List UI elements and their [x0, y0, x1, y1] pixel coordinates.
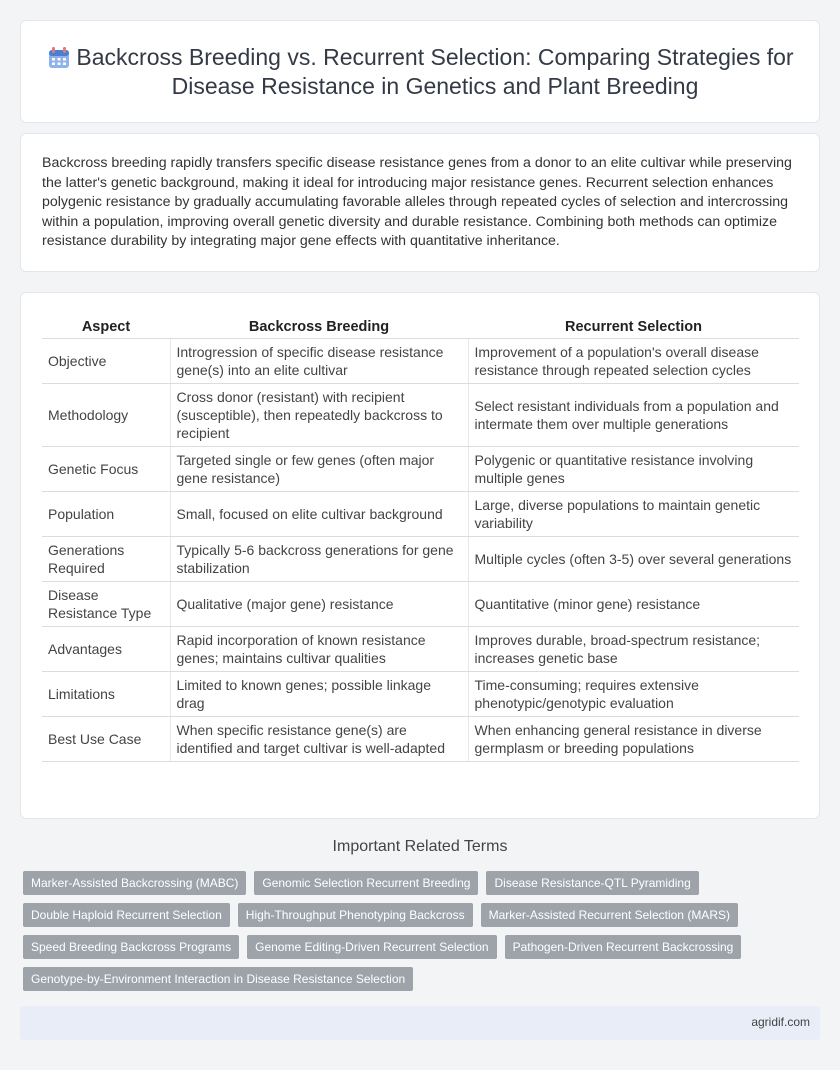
row-aspect: Genetic Focus	[42, 446, 170, 491]
header-recurrent: Recurrent Selection	[468, 316, 799, 338]
table-row	[42, 626, 799, 671]
row-recurrent: When enhancing general resistance in diverse germplasm or breeding populations	[468, 716, 799, 761]
row-recurrent: Quantitative (minor gene) resistance	[468, 581, 799, 626]
table-row	[42, 536, 799, 581]
row-recurrent: Multiple cycles (often 3-5) over several generations	[468, 536, 799, 581]
row-recurrent: Improves durable, broad-spectrum resistance; increases genetic base	[468, 626, 799, 671]
footer-site-link[interactable]: agridif.com	[751, 1015, 810, 1029]
tag-row	[23, 871, 823, 895]
table-row	[42, 581, 799, 626]
intro-card	[20, 133, 820, 272]
row-aspect: Best Use Case	[42, 716, 170, 761]
related-term-tag[interactable]: Marker-Assisted Recurrent Selection (MARS)	[481, 903, 738, 927]
comparison-table	[42, 316, 799, 762]
row-aspect: Advantages	[42, 626, 170, 671]
row-backcross: Introgression of specific disease resistance gene(s) into an elite cultivar	[170, 338, 468, 383]
row-backcross: Limited to known genes; possible linkage drag	[170, 671, 468, 716]
row-recurrent: Time-consuming; requires extensive phenotypic/genotypic evaluation	[468, 671, 799, 716]
comparison-card	[20, 292, 820, 819]
row-backcross: Rapid incorporation of known resistance genes; maintains cultivar qualities	[170, 626, 468, 671]
related-terms-list	[23, 871, 823, 999]
title-card	[20, 20, 820, 123]
row-aspect: Methodology	[42, 383, 170, 446]
related-term-tag[interactable]: Genotype-by-Environment Interaction in Disease Resistance Selection	[23, 967, 413, 991]
row-aspect: Generations Required	[42, 536, 170, 581]
row-backcross: Small, focused on elite cultivar background	[170, 491, 468, 536]
related-term-tag[interactable]: Speed Breeding Backcross Programs	[23, 935, 239, 959]
related-term-tag[interactable]: Double Haploid Recurrent Selection	[23, 903, 230, 927]
footer	[20, 1006, 820, 1040]
row-recurrent: Large, diverse populations to maintain genetic variability	[468, 491, 799, 536]
table-row	[42, 338, 799, 383]
related-term-tag[interactable]: Pathogen-Driven Recurrent Backcrossing	[505, 935, 742, 959]
row-recurrent: Select resistant individuals from a population and intermate them over multiple generations	[468, 383, 799, 446]
tag-row	[23, 903, 823, 927]
row-backcross: Qualitative (major gene) resistance	[170, 581, 468, 626]
header-backcross: Backcross Breeding	[170, 316, 468, 338]
row-recurrent: Polygenic or quantitative resistance involving multiple genes	[468, 446, 799, 491]
tag-row	[23, 935, 823, 959]
related-term-tag[interactable]: High-Throughput Phenotyping Backcross	[238, 903, 473, 927]
row-backcross: Cross donor (resistant) with recipient (susceptible), then repeatedly backcross to recipient	[170, 383, 468, 446]
table-row	[42, 491, 799, 536]
related-term-tag[interactable]: Marker-Assisted Backcrossing (MABC)	[23, 871, 246, 895]
row-aspect: Limitations	[42, 671, 170, 716]
table-row	[42, 446, 799, 491]
table-row	[42, 671, 799, 716]
row-aspect: Objective	[42, 338, 170, 383]
row-aspect: Disease Resistance Type	[42, 581, 170, 626]
table-header-row	[42, 316, 799, 338]
tag-row	[23, 967, 823, 991]
row-aspect: Population	[42, 491, 170, 536]
intro-paragraph: Backcross breeding rapidly transfers specific disease resistance genes from a donor to an elite cultivar while preserving the latter's genetic background, making it ideal for introducing major resistance genes. Recurrent selection enhances polygenic resistance by gradually accumulating favorable alleles through repeated cycles of selection and intercrossing within a population, improving overall genetic diversity and durable resistance. Combining both methods can optimize resistance durability by integrating major gene effects with quantitative inheritance.	[42, 155, 792, 250]
row-backcross: Targeted single or few genes (often major gene resistance)	[170, 446, 468, 491]
related-term-tag[interactable]: Disease Resistance-QTL Pyramiding	[486, 871, 698, 895]
table-row	[42, 716, 799, 761]
table-row	[42, 383, 799, 446]
page-title: Backcross Breeding vs. Recurrent Selection: Comparing Strategies for Disease Resistance in Genetics and Plant Breeding	[76, 43, 794, 99]
related-terms-title: Important Related Terms	[332, 838, 508, 855]
row-backcross: Typically 5-6 backcross generations for gene stabilization	[170, 536, 468, 581]
related-term-tag[interactable]: Genome Editing-Driven Recurrent Selection	[247, 935, 496, 959]
row-recurrent: Improvement of a population's overall disease resistance through repeated selection cycles	[468, 338, 799, 383]
row-backcross: When specific resistance gene(s) are identified and target cultivar is well-adapted	[170, 716, 468, 761]
related-term-tag[interactable]: Genomic Selection Recurrent Breeding	[254, 871, 478, 895]
header-aspect: Aspect	[42, 316, 170, 338]
